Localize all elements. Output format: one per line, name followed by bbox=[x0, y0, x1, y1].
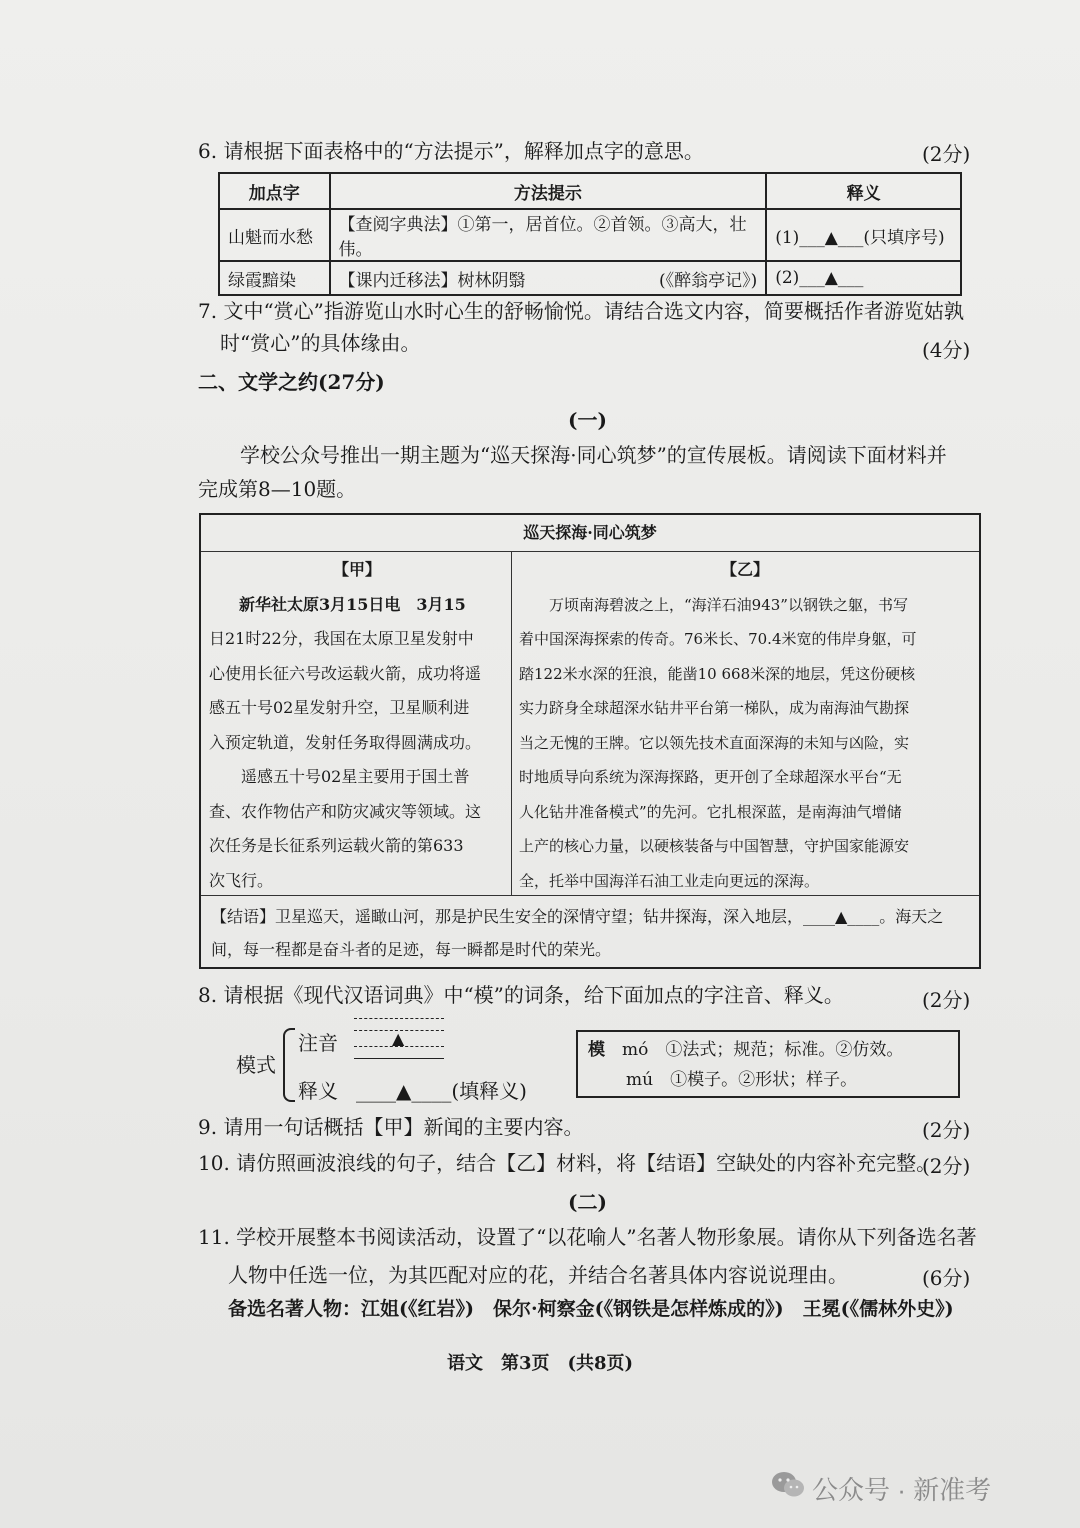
q6-word-1: 山魁而水愁 bbox=[219, 209, 330, 261]
q6-stem: 6. 请根据下面表格中的“方法提示”，解释加点字的意思。 bbox=[198, 139, 704, 163]
q6-header-meaning: 释义 bbox=[766, 173, 961, 209]
pinyin-line-bottom bbox=[354, 1058, 444, 1059]
jia-line: 新华社太原3月15日电 3月15 bbox=[239, 594, 466, 614]
q11-stem-line1: 11. 学校开展整本书阅读活动，设置了“以花喻人”名著人物形象展。请你从下列备选名著 bbox=[198, 1225, 977, 1249]
yi-line: 实力跻身全球超深水钻井平台第一梯队，成为南海油气勘探 bbox=[519, 699, 910, 717]
table-row bbox=[219, 261, 961, 295]
jia-line: 入预定轨道，发射任务取得圆满成功。 bbox=[209, 732, 482, 752]
q7-score: (4分) bbox=[922, 338, 971, 362]
q10-stem: 10. 请仿照画波浪线的句子，结合【乙】材料，将【结语】空缺处的内容补充完整。 bbox=[198, 1151, 937, 1175]
q8-meaning-blank: ____▲____(填释义) bbox=[356, 1079, 527, 1103]
display-board bbox=[199, 513, 981, 969]
q6-answer-2: (2)___▲___ bbox=[766, 261, 961, 295]
jia-label: 【甲】 bbox=[332, 560, 381, 579]
q11-options: 备选名著人物：江姐(《红岩》) 保尔·柯察金(《钢铁是怎样炼成的》) 王冕(《儒林外史》) bbox=[228, 1298, 954, 1320]
yi-line: 时地质导向系统为深海探路，更开创了全球超深水平台“无 bbox=[519, 768, 902, 786]
q11-stem-line2: 人物中任选一位，为其匹配对应的花，并结合名著具体内容说说理由。 bbox=[228, 1263, 848, 1287]
conclusion-line1: 【结语】卫星巡天，遥瞰山河，那是护民生安全的深情守望；钻井探海，深入地层，____▲____。海天之 bbox=[211, 907, 944, 926]
jia-line: 遥感五十号02星主要用于国土普 bbox=[241, 767, 470, 786]
q8-word: 模式 bbox=[236, 1053, 276, 1077]
section-title: 二、文学之约(27分) bbox=[198, 370, 385, 394]
table-row bbox=[219, 209, 961, 261]
conclusion-line2: 间，每一程都是奋斗者的足迹，每一瞬都是时代的荣光。 bbox=[211, 940, 612, 959]
q9-score: (2分) bbox=[922, 1118, 971, 1142]
q6-hint-cell-2 bbox=[330, 261, 767, 295]
q10-score: (2分) bbox=[922, 1154, 971, 1178]
q8-meaning-label: 释义 bbox=[298, 1079, 338, 1103]
yi-line: 踏122米水深的狂浪，能凿10 668米深的地层，凭这份硬核 bbox=[519, 664, 916, 683]
intro-line2: 完成第8—10题。 bbox=[198, 477, 357, 501]
q8-score: (2分) bbox=[922, 988, 971, 1012]
q7-stem-line1: 7. 文中“赏心”指游览山水时心生的舒畅愉悦。请结合选文内容，简要概括作者游览姑孰 bbox=[198, 299, 964, 323]
yi-label: 【乙】 bbox=[720, 560, 769, 579]
q11-score: (6分) bbox=[922, 1266, 971, 1290]
material-jia bbox=[209, 553, 505, 898]
yi-line: 人化钻井准备模式”的先河。它扎根深蓝，是南海油气增储 bbox=[519, 802, 902, 821]
wechat-icon bbox=[770, 1470, 806, 1500]
jia-line: 次任务是长征系列运载火箭的第633 bbox=[209, 836, 464, 855]
q6-answer-1: (1)___▲___(只填序号) bbox=[766, 209, 961, 261]
q9-stem: 9. 请用一句话概括【甲】新闻的主要内容。 bbox=[198, 1115, 584, 1139]
q6-header-word: 加点字 bbox=[219, 173, 330, 209]
jia-line: 感五十号02星发射升空，卫星顺利进 bbox=[209, 698, 470, 717]
part-two-label: (二) bbox=[568, 1190, 607, 1214]
dict-char: 模 bbox=[588, 1040, 605, 1060]
board-title: 巡天探海·同心筑梦 bbox=[201, 515, 979, 552]
yi-line: 着中国深海探索的传奇。76米长、70.4米宽的伟岸身躯，可 bbox=[519, 630, 917, 648]
pinyin-line-top bbox=[354, 1018, 444, 1019]
yi-line: 万顷南海碧波之上，“海洋石油943”以钢铁之躯，书写 bbox=[549, 595, 908, 614]
yi-line: 当之无愧的王牌。它以领先技术直面深海的未知与凶险，实 bbox=[519, 733, 910, 752]
dictionary-entry bbox=[576, 1030, 960, 1098]
board-conclusion bbox=[201, 895, 979, 970]
yi-line: 全，托举中国海洋石油工业走向更远的深海。 bbox=[519, 871, 820, 890]
jia-line: 心使用长征六号改运载火箭，成功将遥 bbox=[209, 663, 482, 683]
jia-line: 查、农作物估产和防灾减灾等领域。这 bbox=[209, 801, 482, 821]
q8-stem: 8. 请根据《现代汉语词典》中“模”的词条，给下面加点的字注音、释义。 bbox=[198, 983, 844, 1007]
q8-pinyin-label: 注音 bbox=[298, 1031, 338, 1055]
board-divider bbox=[511, 551, 512, 895]
q6-table bbox=[218, 172, 962, 296]
q6-hint-1: 【查阅字典法】①第一，居首位。②首领。③高大，壮伟。 bbox=[330, 209, 767, 261]
watermark: 公众号 · 新准考 bbox=[812, 1475, 992, 1505]
q6-word-2: 绿霞黯染 bbox=[219, 261, 330, 295]
material-yi bbox=[519, 553, 971, 898]
dict-line2: mú ①模子。②形状；样子。 bbox=[626, 1070, 858, 1090]
q6-hint-source-2: (《醉翁亭记》) bbox=[658, 270, 758, 291]
intro-line1: 学校公众号推出一期主题为“巡天探海·同心筑梦”的宣传展板。请阅读下面材料并 bbox=[240, 443, 947, 467]
q6-header-hint: 方法提示 bbox=[330, 173, 767, 209]
part-one-label: (一) bbox=[568, 408, 607, 432]
q6-hint-2: 【课内迁移法】树林阴翳 bbox=[338, 270, 526, 291]
q7-stem-line2: 时“赏心”的具体缘由。 bbox=[220, 331, 421, 355]
jia-line: 次飞行。 bbox=[209, 870, 274, 890]
yi-line: 上产的核心力量，以硬核装备与中国智慧，守护国家能源安 bbox=[519, 837, 910, 855]
q8-brace bbox=[283, 1028, 295, 1102]
pinyin-blank-marker: ▲ bbox=[392, 1029, 405, 1048]
q6-score: (2分) bbox=[922, 142, 971, 166]
jia-line: 日21时22分，我国在太原卫星发射中 bbox=[209, 629, 474, 648]
page-footer: 语文 第3页 (共8页) bbox=[446, 1353, 634, 1374]
dict-line1: mó ①法式；规范；标准。②仿效。 bbox=[622, 1040, 904, 1060]
